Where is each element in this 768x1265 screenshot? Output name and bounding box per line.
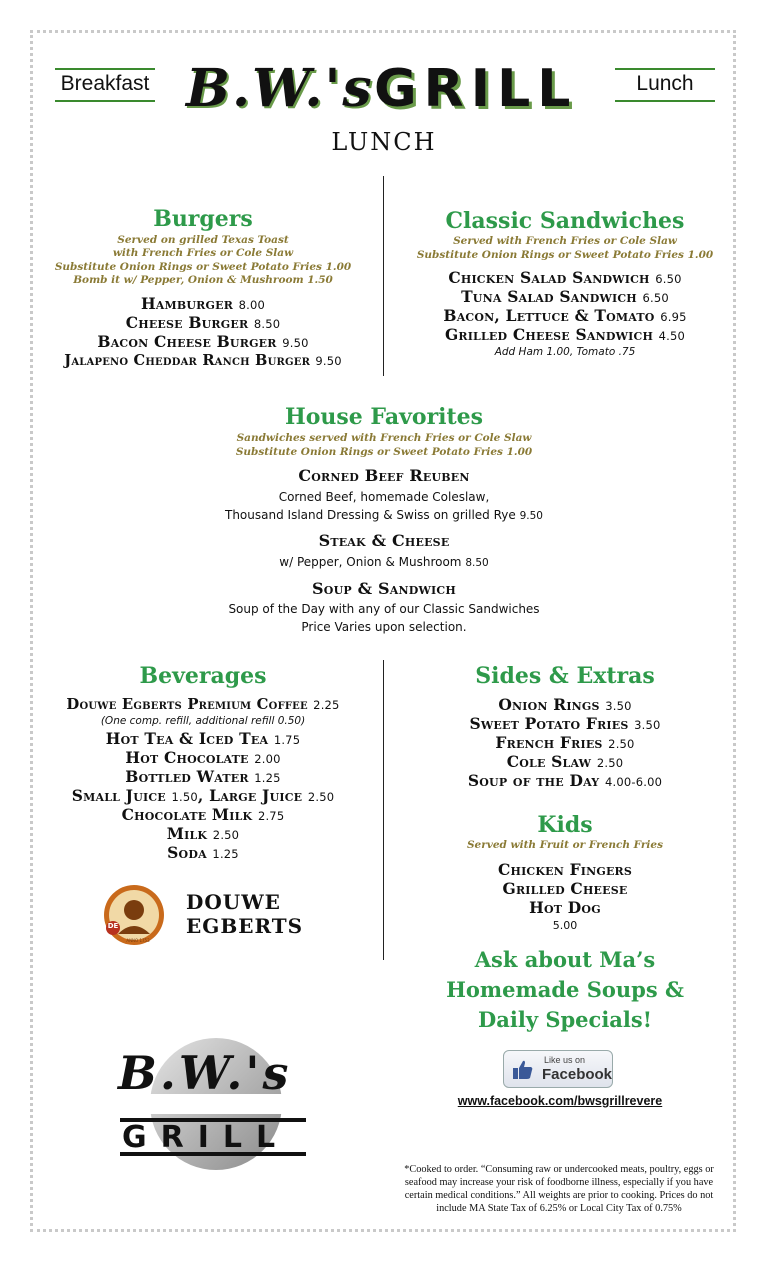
item-name: , Large Juice	[197, 786, 303, 805]
sandwiches-title: Classic Sandwiches	[445, 208, 685, 234]
douwe-egberts-line1: DOUWE	[186, 890, 281, 914]
item-name: Sweet Potato Fries	[469, 714, 629, 733]
facebook-like-button[interactable]	[503, 1050, 613, 1088]
item-price: 6.95	[660, 310, 687, 324]
burgers-subtitle: Substitute Onion Rings or Sweet Potato Fries 1.00	[54, 261, 352, 273]
favorites-subtitle: Sandwiches served with French Fries or Cole Slaw	[236, 432, 532, 444]
favorite-item-desc	[0, 506, 768, 525]
item-price: 1.25	[254, 771, 281, 785]
logo-script-text: B.W.'s	[186, 58, 374, 119]
menu-item	[40, 351, 366, 371]
item-price: 1.50	[171, 790, 198, 804]
item-price: 6.50	[655, 272, 682, 286]
item-name: French Fries	[495, 733, 603, 752]
item-name: Douwe Egberts Premium Coffee	[66, 696, 308, 713]
douwe-egberts-logo	[100, 882, 320, 948]
facebook-button-label: Facebook	[542, 1066, 613, 1083]
promo-line: Ask about Ma’s	[474, 947, 656, 972]
bottom-logo	[118, 1034, 308, 1176]
item-price: 2.75	[257, 809, 285, 823]
item-name: Bacon Cheese Burger	[97, 332, 277, 351]
item-name: Hot Tea & Iced Tea	[105, 729, 269, 748]
item-price: 8.50	[465, 557, 489, 569]
item-name: Grilled Cheese Sandwich	[444, 325, 654, 344]
sides-title: Sides & Extras	[475, 663, 655, 689]
menu-item	[40, 843, 366, 864]
sandwiches-subtitle: Served with French Fries or Cole Slaw	[453, 235, 677, 247]
favorite-item-name: Steak & Cheese	[318, 531, 450, 550]
item-price: 9.50	[519, 510, 543, 522]
divider-top	[383, 176, 384, 376]
disclaimer-text: *Cooked to order. “Consuming raw or undercooked meats, poultry, eggs or seafood may increase your risk of foodborne illness, especially if you have certain medical conditions.” All weights are prior to cooking. Prices do not include MA State Tax of 6.25% or Local City Tax of 0.75%	[404, 1164, 714, 1214]
page-title: LUNCH	[331, 128, 437, 156]
coffee-refill-note: (One comp. refill, additional refill 0.50)	[100, 715, 306, 727]
douwe-egberts-badge: DE	[107, 922, 119, 930]
nav-breakfast-link[interactable]: Breakfast	[55, 68, 155, 102]
favorite-item-desc: Corned Beef, homemade Coleslaw,	[278, 490, 490, 504]
item-price: 2.50	[212, 828, 240, 842]
kids-title: Kids	[537, 812, 593, 838]
kids-subtitle: Served with Fruit or French Fries	[466, 839, 664, 851]
item-name: Jalapeno Cheddar Ranch Burger	[64, 352, 311, 369]
menu-item	[410, 325, 720, 346]
item-price: 1.25	[212, 847, 239, 861]
kids-price: 5.00	[552, 919, 578, 932]
item-name: Cole Slaw	[506, 752, 592, 771]
item-name: Soup of the Day	[467, 771, 600, 790]
menu-item	[40, 695, 366, 715]
item-name: Chocolate Milk	[121, 805, 253, 824]
item-name: Hot Chocolate	[125, 748, 249, 767]
item-name: Tuna Salad Sandwich	[461, 287, 637, 306]
item-name: Bacon, Lettuce & Tomato	[443, 306, 655, 325]
item-price: 3.50	[634, 718, 661, 732]
item-price: 2.50	[608, 737, 635, 751]
menu-item: Hot Dog	[529, 898, 601, 917]
item-name: Hamburger	[140, 294, 234, 313]
item-name: Onion Rings	[498, 695, 600, 714]
menu-item: Grilled Cheese	[502, 879, 628, 898]
item-price: 2.50	[307, 790, 335, 804]
douwe-egberts-badge-text: ANNO 1753	[126, 938, 150, 943]
item-price: 2.25	[313, 698, 340, 712]
item-price: 4.00-6.00	[604, 775, 663, 789]
sandwiches-subtitle: Substitute Onion Rings or Sweet Potato Fries 1.00	[416, 249, 714, 261]
item-price: 2.50	[596, 756, 624, 770]
promo-line: Homemade Soups &	[446, 977, 684, 1002]
facebook-url-link[interactable]: www.facebook.com/bwsgrillrevere	[457, 1094, 663, 1108]
item-name: Milk	[166, 824, 208, 843]
item-name: Cheese Burger	[125, 313, 249, 332]
item-price: 6.50	[642, 291, 669, 305]
logo-grill-text: GRILL	[374, 59, 578, 119]
favorite-item-desc: Soup of the Day with any of our Classic Sandwiches	[228, 602, 540, 616]
divider-bottom	[383, 660, 384, 960]
item-price: 9.50	[315, 354, 342, 368]
header-logo	[186, 58, 584, 120]
nav-lunch-link[interactable]: Lunch	[615, 68, 715, 102]
sandwiches-note: Add Ham 1.00, Tomato .75	[494, 346, 636, 358]
item-price: 8.00	[238, 298, 266, 312]
bottom-logo-script: B.W.'s	[118, 1046, 292, 1100]
favorite-item-desc	[0, 553, 768, 572]
burgers-title: Burgers	[153, 206, 253, 232]
desc-text: Thousand Island Dressing & Swiss on grilled Rye	[225, 508, 516, 522]
beverages-title: Beverages	[139, 663, 267, 689]
item-price: 1.75	[273, 733, 301, 747]
favorite-item-name: Corned Beef Reuben	[298, 466, 470, 485]
promo-line: Daily Specials!	[478, 1007, 652, 1032]
burgers-subtitle: Served on grilled Texas Toast	[117, 234, 289, 246]
douwe-egberts-line2: EGBERTS	[186, 914, 304, 938]
item-price: 3.50	[605, 699, 632, 713]
burgers-subtitle: with French Fries or Cole Slaw	[112, 247, 294, 259]
favorites-title: House Favorites	[284, 404, 484, 430]
bottom-logo-grill: GRILL	[122, 1120, 290, 1155]
facebook-button-caption: Like us on	[544, 1055, 586, 1065]
favorites-subtitle: Substitute Onion Rings or Sweet Potato Fries 1.00	[235, 446, 533, 458]
item-price: 9.50	[282, 336, 309, 350]
menu-item: Chicken Fingers	[497, 860, 633, 879]
item-price: 2.00	[254, 752, 281, 766]
favorite-item-name: Soup & Sandwich	[312, 579, 456, 598]
item-price: 4.50	[658, 329, 686, 343]
item-name: Small Juice	[71, 786, 166, 805]
desc-text: w/ Pepper, Onion & Mushroom	[279, 555, 462, 569]
item-name: Soda	[167, 843, 207, 862]
burgers-subtitle: Bomb it w/ Pepper, Onion & Mushroom 1.50	[73, 274, 333, 286]
item-price: 8.50	[253, 317, 281, 331]
item-name: Chicken Salad Sandwich	[448, 268, 650, 287]
menu-item	[410, 771, 720, 792]
item-name: Bottled Water	[125, 767, 249, 786]
favorite-item-desc: Price Varies upon selection.	[301, 620, 467, 634]
thumbs-up-icon	[511, 1058, 535, 1082]
